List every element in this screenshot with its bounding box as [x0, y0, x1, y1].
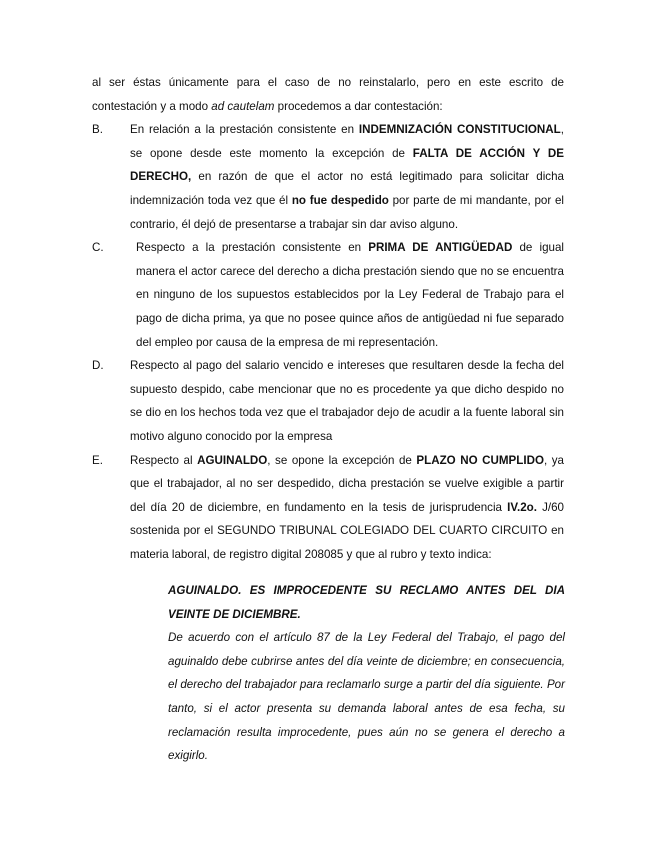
- item-d-label: D.: [92, 359, 104, 373]
- item-d: [92, 354, 564, 448]
- ad-cautelam-term: ad cautelam: [211, 99, 275, 113]
- item-c-label: C.: [92, 241, 104, 255]
- item-e-text: Respecto al AGUINALDO, se opone la excepción de PLAZO NO CUMPLIDO, ya que el trabajador, al no ser despedido, dicha prestación se vuelve exigible a partir del día 20 de diciembre, en fundamento en la tesis de jurisprudencia IV.2o. J/60 sostenida por el SEGUNDO TRIBUNAL COLEGIADO DEL CUARTO CIRCUITO en materia laboral, de registro digital 208085 y que al rubro y texto indica:: [130, 453, 564, 561]
- item-c-text: Respecto a la prestación consistente en PRIMA DE ANTIGÜEDAD de igual manera el actor carece del derecho a dicha prestación siendo que no se encuentra en ninguno de los supuestos establecidos por la Ley Federal de Trabajo para el pago de dicha prima, ya que no posee quince años de antigüedad ni fue separado del empleo por causa de la empresa de mi representación.: [136, 241, 564, 349]
- intro-line-2-start: y a modo: [160, 99, 212, 113]
- item-b-label: B.: [92, 123, 103, 137]
- item-b-text: En relación a la prestación consistente en INDEMNIZACIÓN CONSTITUCIONAL, se opone desde este momento la excepción de FALTA DE ACCIÓN Y DE DERECHO, en razón de que el actor no está legitimado para solicitar dicha indemnización toda vez que él no fue despedido por parte de mi mandante, por el contrario, él dejó de presentarse a trabajar sin dar aviso alguno.: [130, 123, 564, 231]
- intro-paragraph: [92, 71, 564, 118]
- item-e-label: E.: [92, 453, 103, 467]
- item-c: [92, 236, 564, 354]
- item-e: [92, 449, 564, 567]
- quote-title: AGUINALDO. ES IMPROCEDENTE SU RECLAMO ANTES DEL DIA VEINTE DE DICIEMBRE.: [168, 584, 565, 621]
- intro-line-2-end: procedemos a dar contestación:: [274, 99, 443, 113]
- item-d-text: Respecto al pago del salario vencido e intereses que resultaren desde la fecha del supuesto despido, cabe mencionar que no es procedente ya que dicho despido no se dio en los hechos toda vez que el trabajador dejo de acudir a la fuente laboral sin motivo alguno conocido por la empresa: [130, 359, 564, 443]
- jurisprudence-quote: [168, 579, 565, 768]
- intro-line-1: al ser éstas únicamente para el caso de no reinstalarlo, pero en este escrito de contestación: [92, 76, 564, 113]
- document-body: [92, 71, 564, 566]
- item-b: [92, 118, 564, 236]
- quote-text: De acuerdo con el artículo 87 de la Ley Federal del Trabajo, el pago del aguinaldo debe cubrirse antes del día veinte de diciembre; en consecuencia, el derecho del trabajador para reclamarlo surge a partir del día siguiente. Por tanto, si el actor presenta su demanda laboral antes de esa fecha, su reclamación resulta improcedente, pues aún no se genera el derecho a exigirlo.: [168, 631, 565, 763]
